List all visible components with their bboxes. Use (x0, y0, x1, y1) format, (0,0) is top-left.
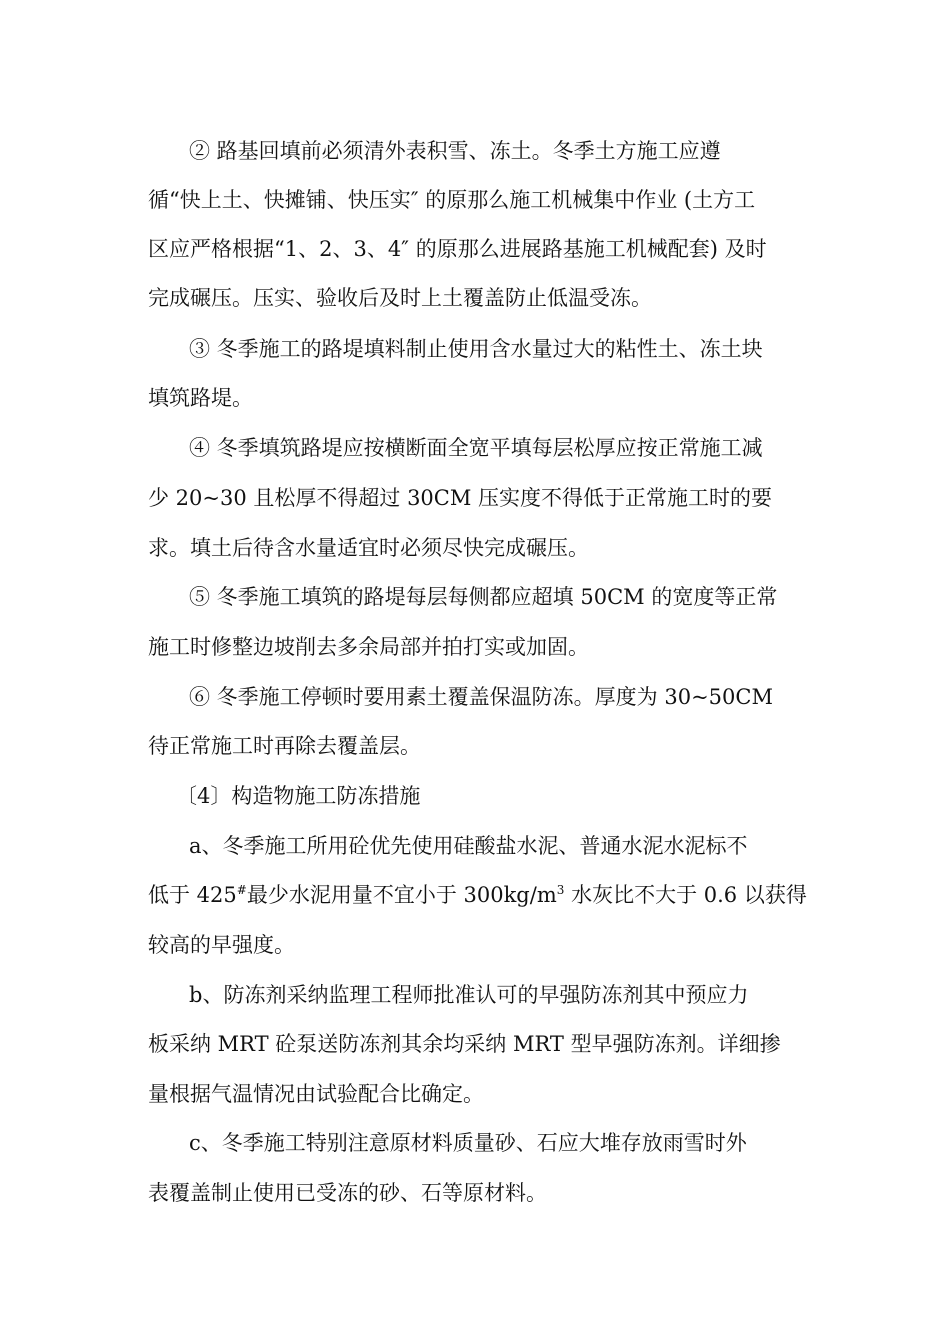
text-line: 区应严格根据“1、2、3、4″ 的原那么进展路基施工机械配套) 及时 (148, 237, 767, 261)
text-line: c、冬季施工特别注意原材料质量砂、石应大堆存放雨雪时外 (189, 1131, 747, 1155)
text-line: 求。填土后待含水量适宜时必须尽快完成碾压。 (148, 536, 589, 560)
text-line: 施工时修整边坡削去多余局部并拍打实或加固。 (148, 635, 589, 659)
text-line: a、冬季施工所用砼优先使用硅酸盐水泥、普通水泥水泥标不 (189, 834, 748, 858)
text-line: 循“快上土、快摊铺、快压实″ 的原那么施工机械集中作业 (土方工 (148, 188, 756, 212)
text-line: ⑤ 冬季施工填筑的路堤每层每侧都应超填 50CM 的宽度等正常 (189, 585, 778, 609)
text-line: ⑥ 冬季施工停顿时要用素土覆盖保温防冻。厚度为 30~50CM (189, 685, 773, 709)
section-heading: 〔4〕构造物施工防冻措施 (176, 784, 421, 808)
text-run: 低于 425 (148, 883, 237, 907)
superscript: 3 (556, 883, 565, 897)
text-line: 待正常施工时再除去覆盖层。 (148, 734, 421, 758)
text-line: 量根据气温情况由试验配合比确定。 (148, 1082, 484, 1106)
text-line: ④ 冬季填筑路堤应按横断面全宽平填每层松厚应按正常施工减 (189, 436, 763, 460)
text-line: 完成碾压。压实、验收后及时上土覆盖防止低温受冻。 (148, 286, 652, 310)
text-run: 最少水泥用量不宜小于 300kg/m (246, 883, 557, 907)
text-line: ② 路基回填前必须清外表积雪、冻土。冬季土方施工应遵 (189, 139, 721, 163)
text-line: 填筑路堤。 (148, 386, 253, 410)
text-line: 表覆盖制止使用已受冻的砂、石等原材料。 (148, 1181, 547, 1205)
text-line: 板采纳 MRT 砼泵送防冻剂其余均采纳 MRT 型早强防冻剂。详细掺 (148, 1032, 781, 1056)
superscript: # (236, 883, 247, 897)
text-line: 较高的早强度。 (148, 933, 295, 957)
text-line-with-superscripts (148, 880, 807, 910)
text-line: 少 20~30 且松厚不得超过 30CM 压实度不得低于正常施工时的要 (148, 486, 773, 510)
text-line: b、防冻剂采纳监理工程师批准认可的早强防冻剂其中预应力 (189, 983, 749, 1007)
text-run: 水灰比不大于 0.6 以获得 (564, 883, 807, 907)
text-line: ③ 冬季施工的路堤填料制止使用含水量过大的粘性土、冻土块 (189, 337, 763, 361)
